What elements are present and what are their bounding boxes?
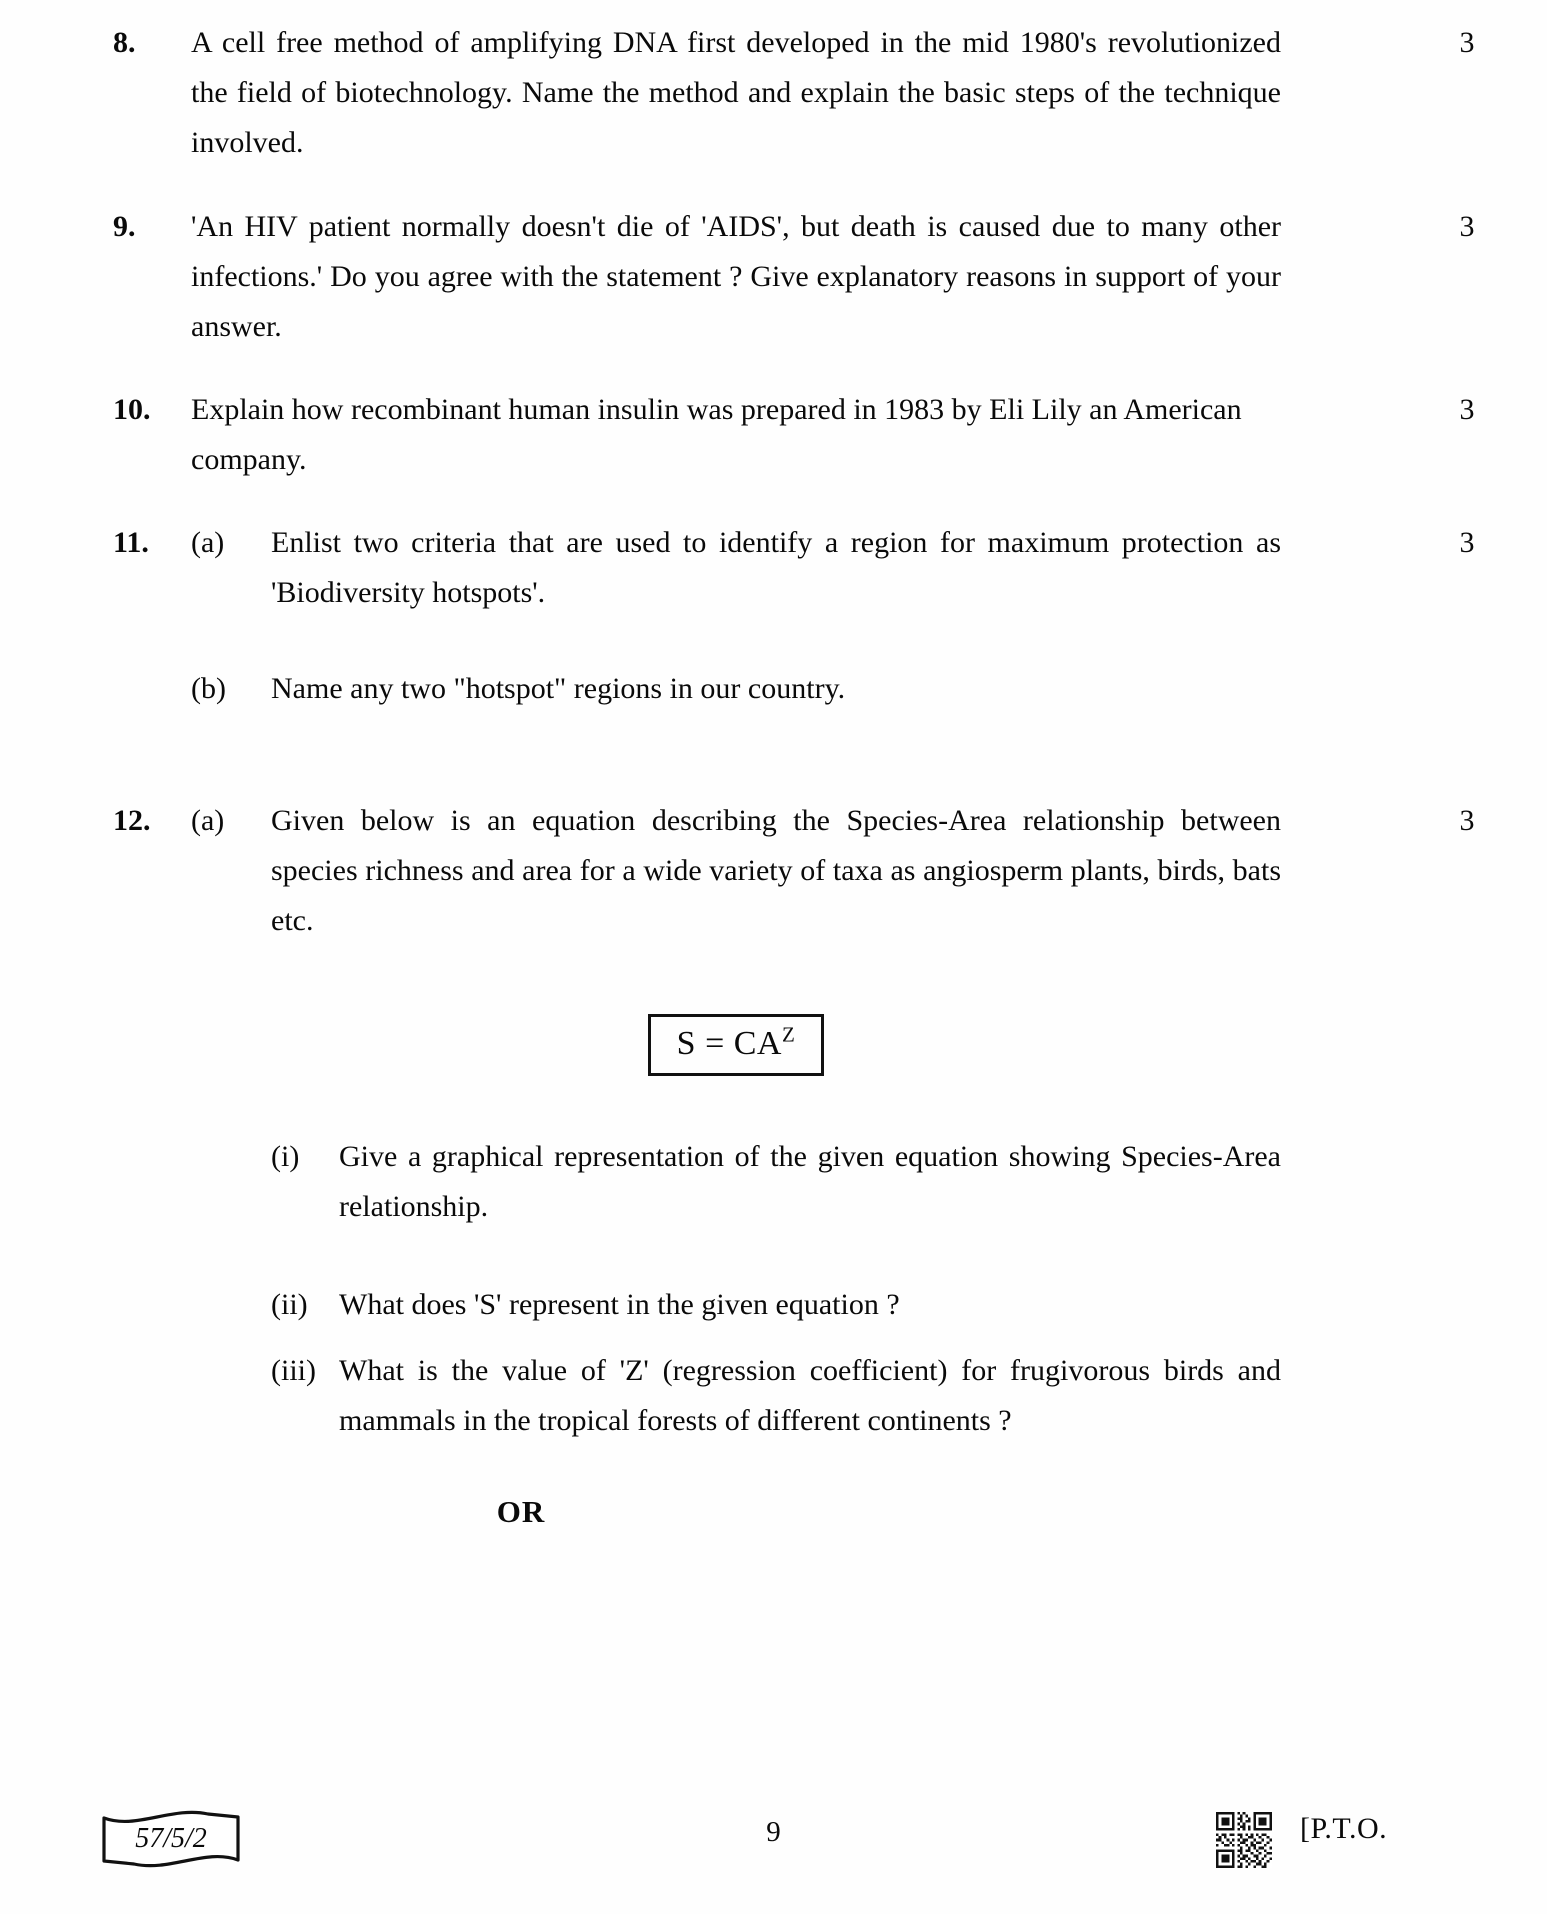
question-12-sub-item-ii-text: What does 'S' represent in the given equation ? — [339, 1288, 900, 1321]
question-8-body — [191, 18, 1291, 168]
or-divider: OR — [496, 1494, 546, 1529]
question-11-part-b — [191, 664, 1281, 714]
question-12-marks: 3 — [1459, 804, 1475, 837]
question-12-sub-item-ii-label: (ii) — [271, 1288, 308, 1321]
page-number: 9 — [766, 1816, 781, 1848]
question-12-part-a-label: (a) — [191, 804, 225, 837]
question-8-number: 8. — [113, 26, 136, 59]
question-11-part-a-text: Enlist two criteria that are used to identify a region for maximum protection as 'Biodiversity hotspots'. — [271, 526, 1281, 609]
question-11 — [0, 518, 1547, 714]
question-10 — [0, 385, 1547, 485]
question-10-number: 10. — [113, 393, 151, 426]
question-10-body — [191, 385, 1291, 485]
pto-marker: [P.T.O. — [1300, 1812, 1388, 1845]
question-8 — [0, 18, 1547, 168]
question-9-text: 'An HIV patient normally doesn't die of 'AIDS', but death is caused due to many other infections.' Do you agree with the statement ? Give explanatory reasons in support of your answer. — [191, 210, 1281, 343]
question-11-part-b-text: Name any two "hotspot" regions in our country. — [271, 672, 846, 705]
question-9 — [0, 202, 1547, 352]
question-11-marks: 3 — [1459, 526, 1475, 559]
qr-code-icon — [1216, 1812, 1272, 1868]
page-footer — [0, 1790, 1547, 1900]
question-9-marks: 3 — [1459, 210, 1475, 243]
question-11-number: 11. — [113, 526, 149, 559]
equation-base: S = CA — [676, 1025, 782, 1062]
question-11-part-a — [191, 518, 1281, 618]
question-12-number: 12. — [113, 804, 151, 837]
question-11-part-b-label: (b) — [191, 672, 226, 705]
paper-code-text: 57/5/2 — [135, 1823, 207, 1854]
question-12-sub-items — [191, 1132, 1281, 1446]
question-12-body — [191, 796, 1291, 1530]
question-12-part-a — [191, 796, 1281, 946]
question-12-sub-item-i-text: Give a graphical representation of the given equation showing Species-Area relationship. — [339, 1140, 1281, 1223]
question-12-part-a-text: Given below is an equation describing the Species-Area relationship between species richness and area for a wide variety of taxa as angiosperm plants, birds, bats etc. — [271, 804, 1281, 937]
question-11-part-a-label: (a) — [191, 526, 225, 559]
question-12-sub-item-iii-label: (iii) — [271, 1354, 316, 1387]
equation-box — [648, 1014, 825, 1076]
question-8-marks: 3 — [1459, 26, 1475, 59]
question-10-text: Explain how recombinant human insulin was prepared in 1983 by Eli Lily an American company. — [191, 393, 1242, 476]
question-9-number: 9. — [113, 210, 136, 243]
question-10-marks: 3 — [1459, 393, 1475, 426]
question-12-sub-item-iii-text: What is the value of 'Z' (regression coefficient) for frugivorous birds and mammals in the tropical forests of different continents ? — [339, 1354, 1281, 1437]
question-8-text: A cell free method of amplifying DNA first developed in the mid 1980's revolutionized the field of biotechnology. Name the method and explain the basic steps of the technique involved. — [191, 26, 1281, 159]
question-12-sub-item-ii — [271, 1280, 1281, 1330]
equation-exponent: Z — [782, 1022, 796, 1047]
question-12-sub-item-i — [271, 1132, 1281, 1232]
species-area-equation — [191, 1014, 1281, 1076]
question-9-body — [191, 202, 1291, 352]
question-12 — [0, 796, 1547, 1530]
question-12-sub-item-iii — [271, 1346, 1281, 1446]
question-12-sub-item-i-label: (i) — [271, 1140, 300, 1173]
question-11-body — [191, 518, 1291, 714]
